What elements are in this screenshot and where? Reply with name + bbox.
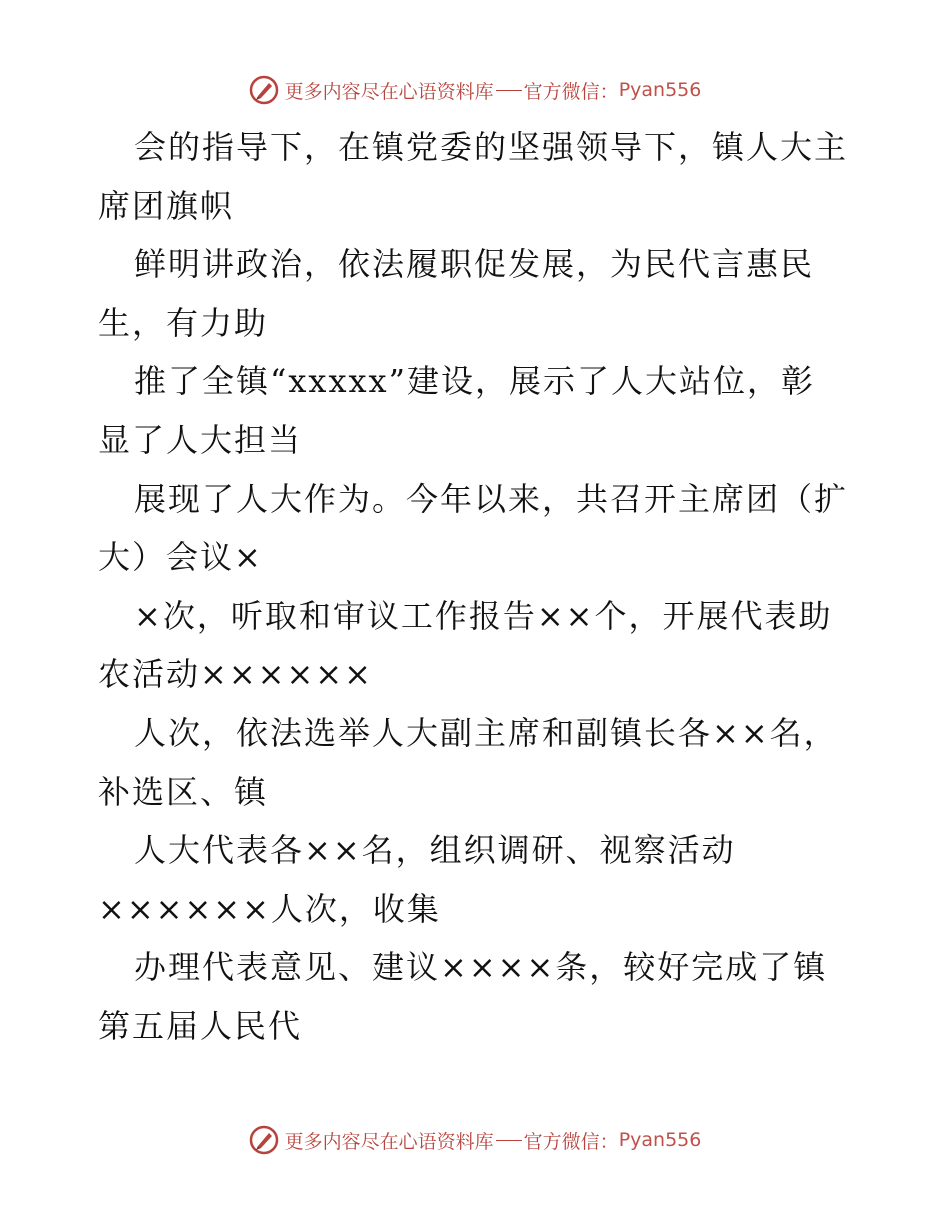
watermark-text: 更多内容尽在心语资料库 — [284, 80, 494, 103]
body-line: 推了全镇“xxxxx”建设，展示了人大站位，彰 — [134, 362, 815, 401]
watermark-text: 更多内容尽在心语资料库 — [284, 1130, 494, 1153]
watermark-dash — [496, 1140, 522, 1141]
body-line: 鲜明讲政治，依法履职促发展，为民代言惠民 — [134, 245, 815, 284]
body-line: 显了人大担当 — [98, 420, 303, 459]
footer-watermark — [0, 1120, 950, 1160]
document-body — [98, 118, 858, 1056]
body-line: 办理代表意见、建议××××条，较好完成了镇 — [134, 948, 828, 987]
body-line: 补选区、镇 — [98, 772, 269, 811]
body-line: 生，有力助 — [98, 303, 269, 342]
pen-logo-icon — [249, 75, 279, 105]
pen-logo-icon — [249, 1125, 279, 1155]
watermark-label: 官方微信： — [523, 1130, 619, 1153]
body-line: ×次，听取和审议工作报告××个，开展代表助 — [134, 596, 833, 635]
body-line: 席团旗帜 — [98, 186, 235, 225]
watermark-label: 官方微信： — [523, 80, 619, 103]
watermark-wechat-id: Pyan556 — [618, 1129, 702, 1151]
body-line: 人次，依法选举人大副主席和副镇长各××名， — [134, 713, 838, 752]
body-line: 展现了人大作为。今年以来，共召开主席团（扩 — [134, 479, 849, 518]
watermark-wechat-id: Pyan556 — [618, 79, 702, 101]
body-line: 第五届人民代 — [98, 1006, 303, 1045]
header-watermark — [0, 70, 950, 110]
body-line: 会的指导下，在镇党委的坚强领导下，镇人大主 — [134, 128, 849, 166]
body-line: 人大代表各××名，组织调研、视察活动 — [134, 831, 736, 870]
body-line: 大）会议× — [98, 538, 263, 577]
body-line: 农活动×××××× — [98, 655, 373, 694]
body-line: ××××××人次，收集 — [98, 889, 441, 928]
watermark-dash — [496, 90, 522, 91]
